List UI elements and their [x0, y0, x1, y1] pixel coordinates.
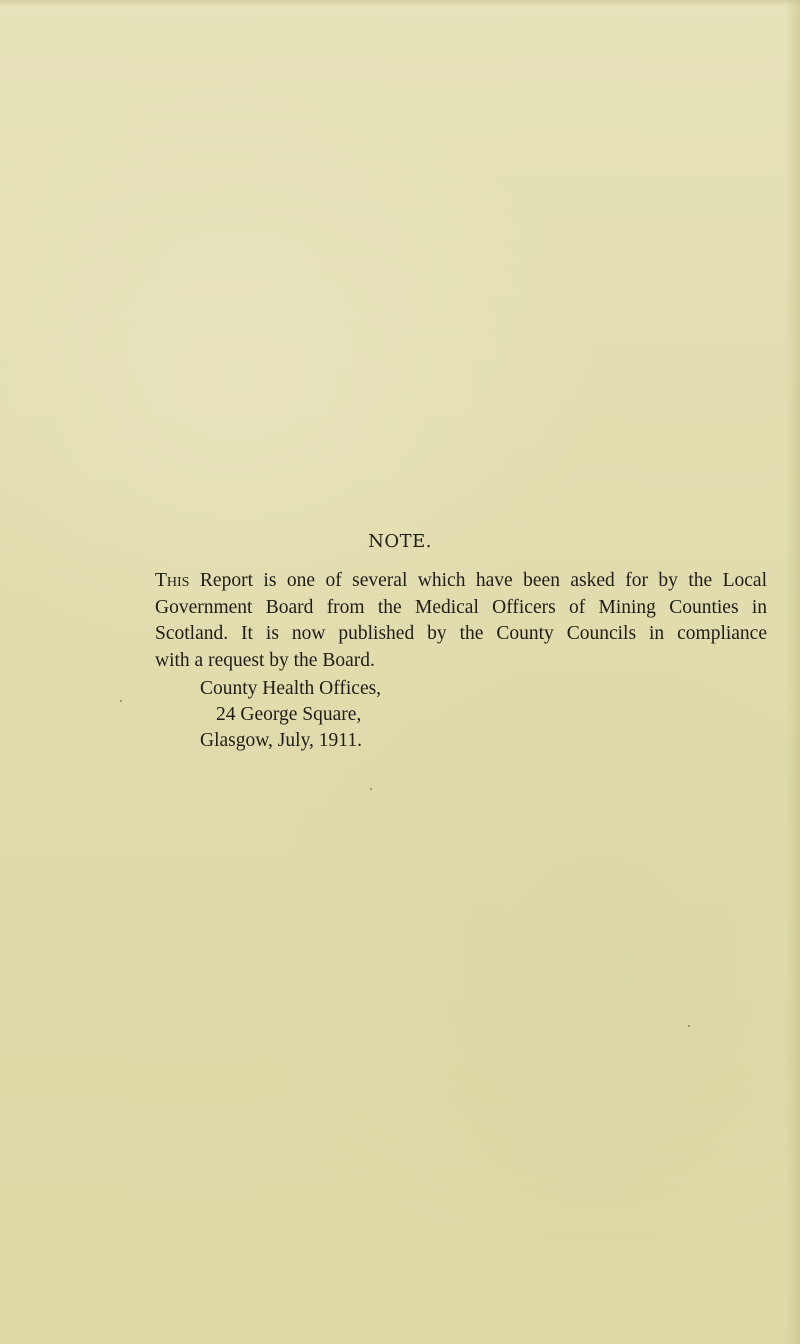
note-line-1-text: Report is one of several which have been asked for by the Local — [189, 570, 767, 591]
page-top-edge — [0, 0, 800, 6]
page-right-edge — [786, 0, 800, 1344]
note-paragraph-line-3: Scotland. It is now published by the County Councils in compliance — [155, 623, 767, 644]
note-heading: NOTE. — [368, 531, 432, 552]
paper-speck — [370, 788, 372, 790]
note-paragraph — [155, 568, 767, 674]
address-line-1: County Health Offices, — [200, 678, 382, 699]
address-line-3: Glasgow, July, 1911. — [200, 730, 362, 751]
address-line-2: 24 George Square, — [216, 704, 362, 725]
paper-speck — [688, 1025, 690, 1027]
note-paragraph-line-4: with a request by the Board. — [155, 649, 375, 671]
note-lead-word: This — [155, 570, 190, 591]
note-paragraph-line-1 — [155, 568, 767, 595]
note-paragraph-line-2: Government Board from the Medical Officers of Mining Counties in — [155, 596, 767, 618]
paper-speck — [120, 700, 122, 702]
